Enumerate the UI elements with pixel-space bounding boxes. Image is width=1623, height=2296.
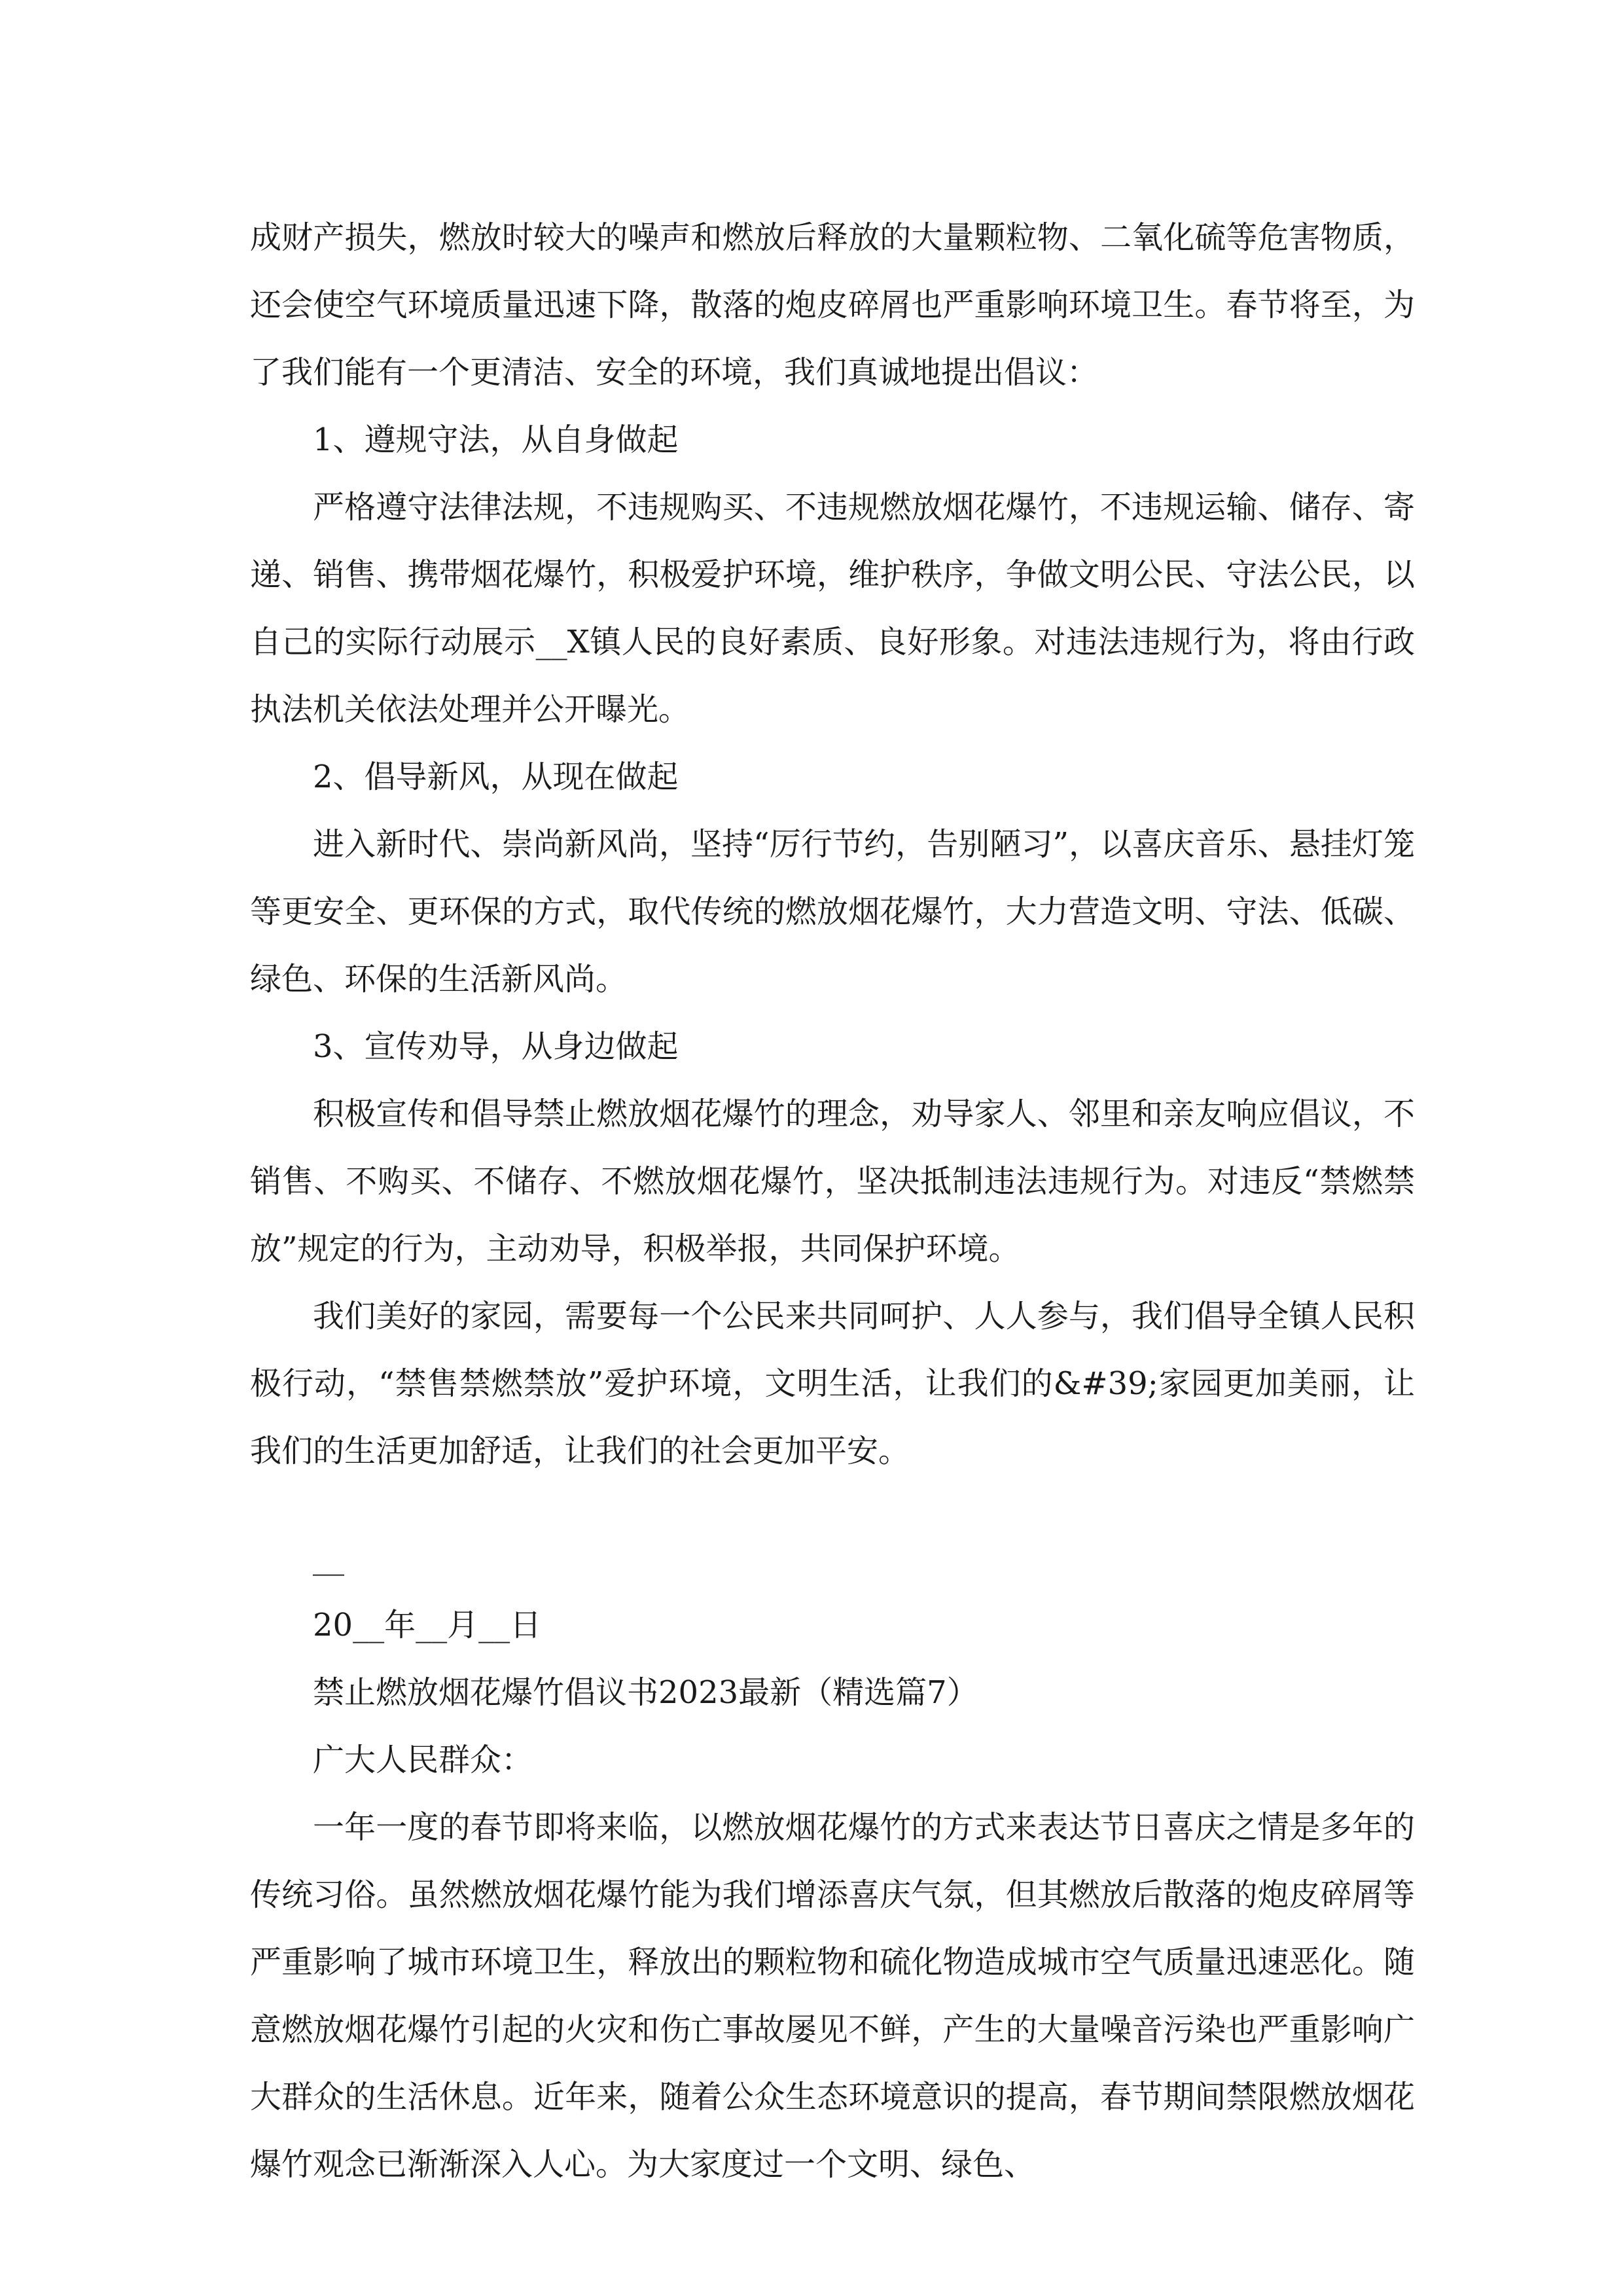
heading-item-1: 1、遵规守法，从自身做起 bbox=[313, 422, 679, 458]
body-paragraph: 一年一度的春节即将来临，以燃放烟花爆竹的方式来表达节日喜庆之情是多年的传统习俗。虽然燃放烟花爆竹能为我们增添喜庆气氛，但其燃放后散落的炮皮碎屑等严重影响了城市环境卫生，释放出的颗粒物和硫化物造成城市空气质量迅速恶化。随意燃放烟花爆竹引起的火灾和伤亡事故屡见不鲜，产生的大量噪音污染也严重影响广大群众的生活休息。近年来，随着公众生态环境意识的提高，春节期间禁限燃放烟花爆竹观念已渐渐深入人心。为大家度过一个文明、绿色、 bbox=[250, 1809, 1415, 2183]
salutation: 广大人民群众： bbox=[313, 1742, 533, 1778]
heading-item-3: 3、宣传劝导，从身边做起 bbox=[313, 1028, 679, 1065]
heading-item-2: 2、倡导新风，从现在做起 bbox=[313, 759, 679, 795]
paragraph-item-3: 积极宣传和倡导禁止燃放烟花爆竹的理念，劝导家人、邻里和亲友响应倡议，不销售、不购买、不储存、不燃放烟花爆竹，坚决抵制违法违规行为。对违反“禁燃禁放”规定的行为，主动劝导，积极举报，共同保护环境。 bbox=[250, 1096, 1415, 1267]
paragraph-continued: 成财产损失，燃放时较大的噪声和燃放后释放的大量颗粒物、二氧化硫等危害物质，还会使空气环境质量迅速下降，散落的炮皮碎屑也严重影响环境卫生。春节将至，为了我们能有一个更清洁、安全的环境，我们真诚地提出倡议： bbox=[250, 219, 1415, 391]
closing-paragraph: 我们美好的家园，需要每一个公民来共同呵护、人人参与，我们倡导全镇人民积极行动，“禁售禁燃禁放”爱护环境，文明生活，让我们的&#39;家园更加美丽，让我们的生活更加舒适，让我们的社会更加平安。 bbox=[250, 1298, 1415, 1469]
paragraph-item-2: 进入新时代、崇尚新风尚，坚持“厉行节约，告别陋习”，以喜庆音乐、悬挂灯笼等更安全、更环保的方式，取代传统的燃放烟花爆竹，大力营造文明、守法、低碳、绿色、环保的生活新风尚。 bbox=[250, 826, 1415, 997]
document-body bbox=[250, 204, 1415, 2198]
spacer bbox=[250, 1485, 1415, 1524]
section-title: 禁止燃放烟花爆竹倡议书2023最新（精选篇7） bbox=[313, 1674, 978, 1711]
signature-line: __ bbox=[313, 1539, 344, 1576]
paragraph-item-1: 严格遵守法律法规，不违规购买、不违规燃放烟花爆竹，不违规运输、储存、寄递、销售、携带烟花爆竹，积极爱护环境，维护秩序，争做文明公民、守法公民，以自己的实际行动展示__X镇人民的良好素质、良好形象。对违法违规行为，将由行政执法机关依法处理并公开曝光。 bbox=[250, 489, 1415, 728]
date-line: 20__年__月__日 bbox=[313, 1607, 542, 1643]
